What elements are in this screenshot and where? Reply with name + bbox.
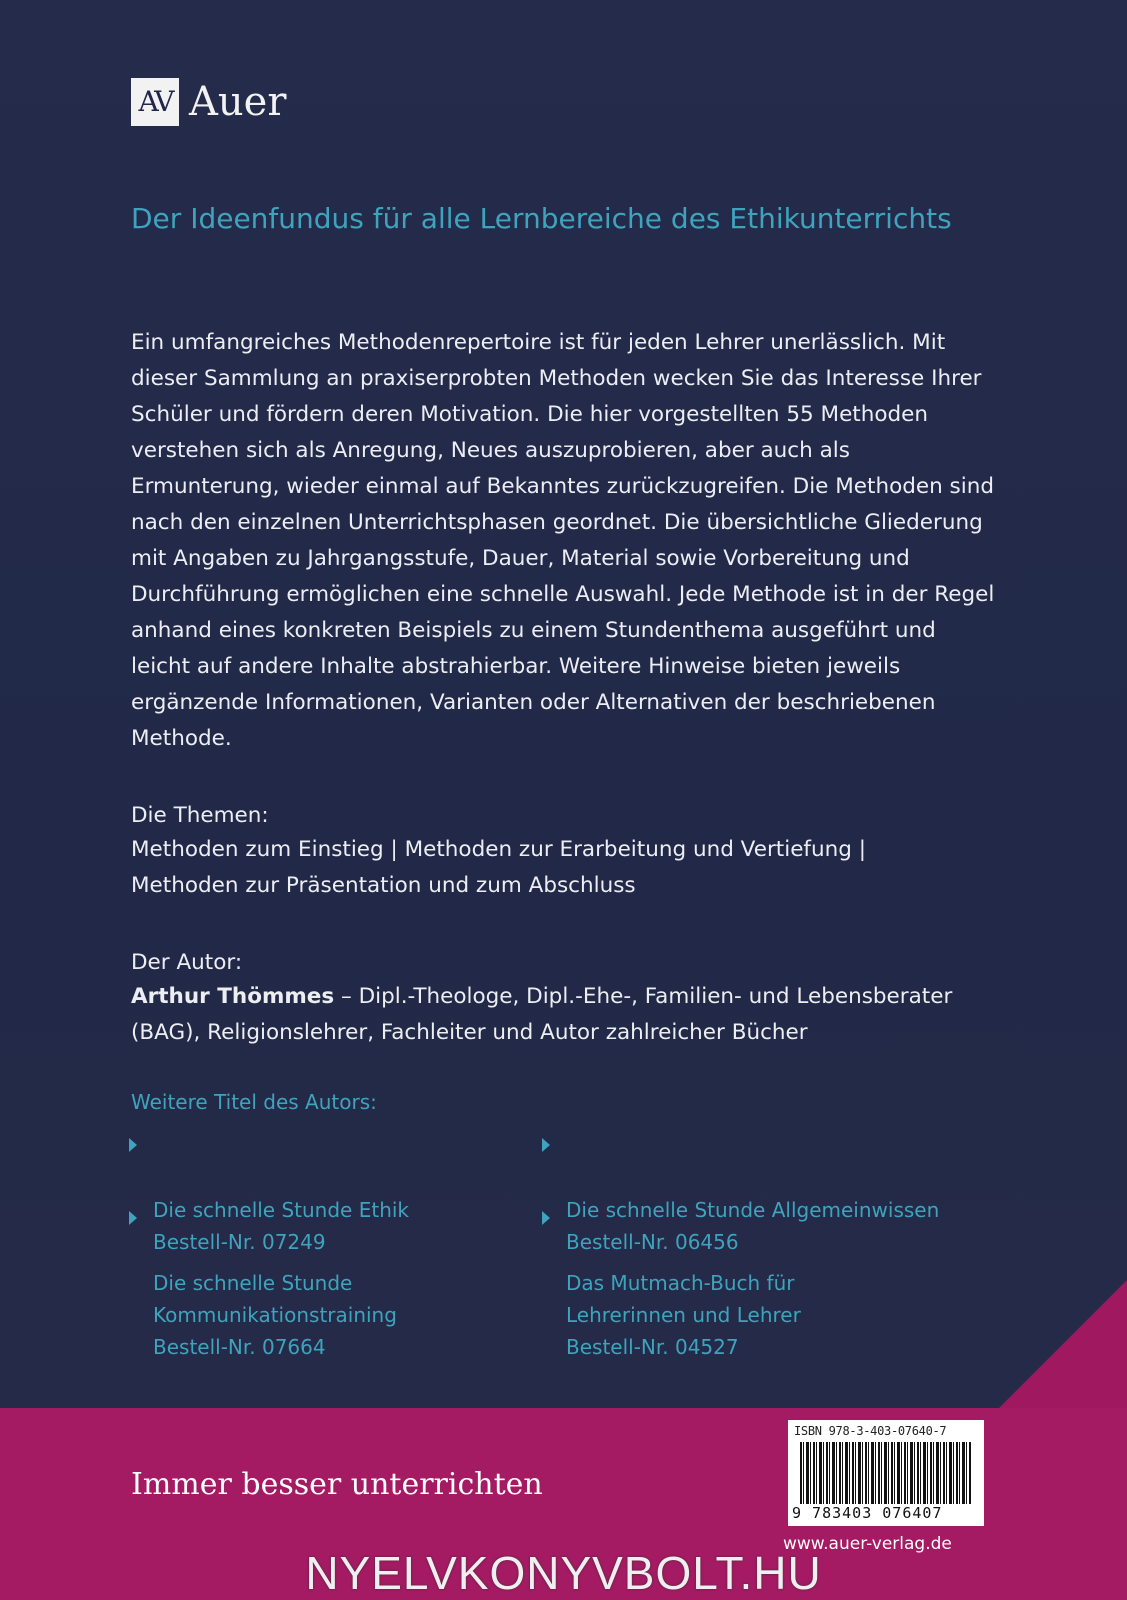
intro-paragraph: Ein umfangreiches Methodenrepertoire ist für jeden Lehrer unerlässlich. Mit dieser Sammlung an praxiserprobten Methoden wecken Sie das Interesse Ihrer Schüler und fördern deren Motivation. Die hier vorgestellten 55 Methoden verstehen sich als Anregung, Neues auszuprobieren, aber auch als Ermunterung, wieder einmal auf Bekanntes zurückzugreifen. Die Methoden sind nach den einzelnen Unterrichtsphasen geordnet. Die übersichtliche Gliederung mit Angaben zu Jahrgangsstufe, Dauer, Material sowie Vorbereitung und Durchführung ermöglichen eine schnelle Auswahl. Jede Methode ist in der Regel anhand eines konkreten Beispiels zu einem Stundenthema ausgeführt und leicht auf andere Inhalte abstrahierbar. Weitere Hinweise bieten jeweils ergänzende Informationen, Varianten oder Alternativen der beschriebenen Methode. — [131, 330, 995, 751]
themes-line-2: Methoden zur Präsentation und zum Abschluss — [131, 873, 636, 898]
more-titles-heading: Weitere Titel des Autors: — [131, 1090, 377, 1114]
themes-line-1: Methoden zum Einstieg | Methoden zur Erarbeitung und Vertiefung | — [131, 837, 866, 862]
more-title-item — [542, 1203, 801, 1363]
barcode-bars — [800, 1442, 972, 1504]
more-title-text: Die schnelle Stunde Allgemeinwissen Bestell-Nr. 06456 — [566, 1198, 940, 1254]
triangle-bullet-icon — [129, 1211, 137, 1225]
author-bio — [131, 979, 1001, 1051]
headline: Der Ideenfundus für alle Lernbereiche des Ethikunterrichts — [131, 202, 952, 235]
author-name: Arthur Thömmes — [131, 984, 335, 1009]
publisher-logo — [131, 78, 286, 126]
triangle-bullet-icon — [129, 1138, 137, 1152]
author-description: – Dipl.-Theologe, Dipl.-Ehe-, Familien- und Lebensberater (BAG), Religionslehrer, Fachleiter und Autor zahlreicher Bücher — [131, 984, 953, 1045]
ean-number: 9 783403 076407 — [792, 1504, 943, 1522]
website-url: www.auer-verlag.de — [783, 1534, 952, 1554]
author-label: Der Autor: — [131, 950, 243, 975]
triangle-bullet-icon — [542, 1138, 550, 1152]
logo-name: Auer — [189, 79, 287, 125]
more-title-text: Die schnelle Stunde Kommunikationstraining Bestell-Nr. 07664 — [153, 1271, 397, 1359]
barcode — [788, 1420, 984, 1526]
more-title-text: Das Mutmach-Buch für Lehrerinnen und Lehrer Bestell-Nr. 04527 — [566, 1271, 801, 1359]
watermark: NYELVKONYVBOLT.HU — [305, 1547, 822, 1599]
isbn-number: ISBN 978-3-403-07640-7 — [794, 1424, 947, 1438]
more-title-text: Die schnelle Stunde Ethik Bestell-Nr. 07249 — [153, 1198, 410, 1254]
slogan: Immer besser unterrichten — [131, 1467, 543, 1502]
logo-mark: AV — [131, 78, 179, 126]
triangle-bullet-icon — [542, 1211, 550, 1225]
themes-label: Die Themen: — [131, 803, 269, 828]
corner-accent — [997, 1280, 1127, 1410]
more-title-item — [129, 1203, 397, 1363]
